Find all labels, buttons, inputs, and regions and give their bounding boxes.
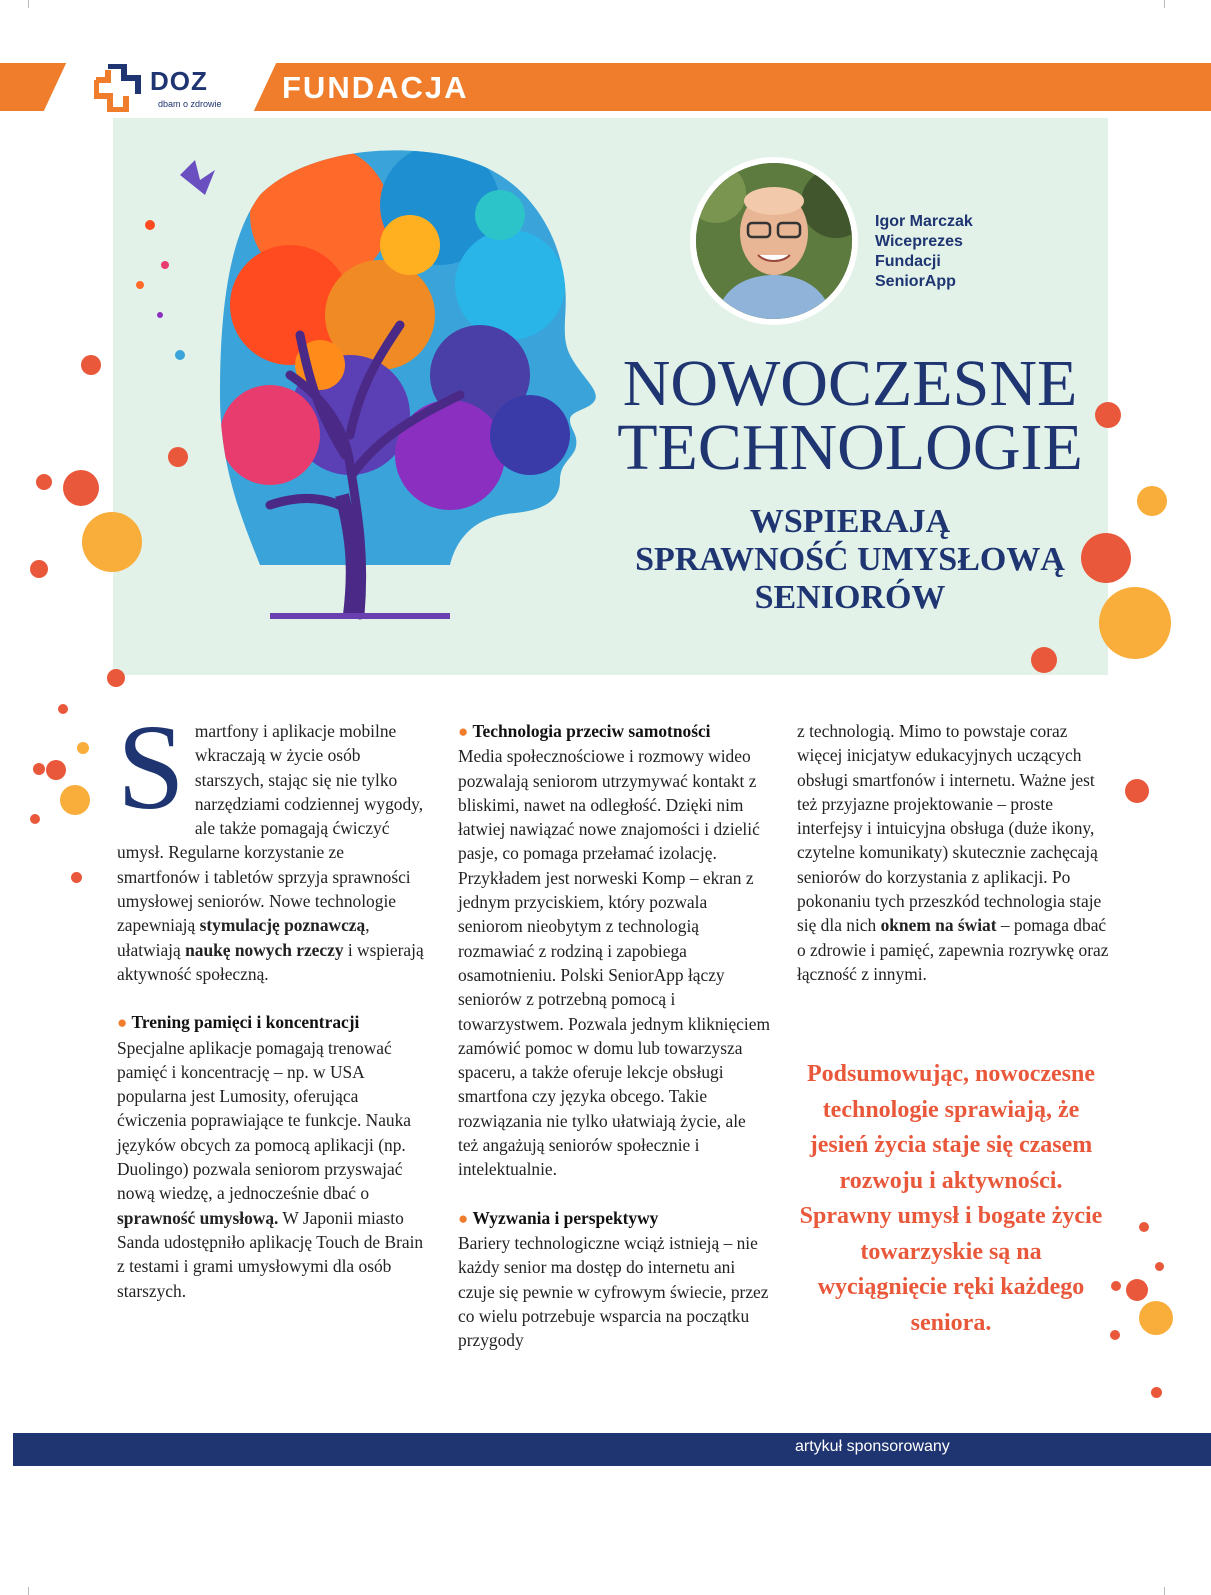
- section-paragraph: [797, 719, 1111, 986]
- portrait-photo: [696, 163, 852, 319]
- sponsored-label: artykuł sponsorowany: [795, 1438, 950, 1455]
- bullet-icon: ●: [117, 1013, 132, 1033]
- section-text: Bariery technologiczne wciąż istnieją – nie każdy senior ma dostęp do internetu ani czuje się pewnie w cyfrowym świecie, przez co wielu potrzebuje wsparcia na początku przygody: [458, 1232, 769, 1351]
- article-column-2: [458, 719, 770, 1352]
- section-text: z technologią. Mimo to powstaje coraz więcej inicjatyw edukacyjnych uczących obsługi smartfonów i internetu. Ważne jest też przyjazne projektowanie – proste interfejsy i intuicyjna obsługa (duże ikony, czytelne komunikaty) skutecznie zachęcają seniorów do korzystania z aplikacji. Po pokonaniu tych przeszkód technologia staje się dla nich: [797, 721, 1102, 936]
- section-heading: Trening pamięci i koncentracji: [131, 1012, 360, 1033]
- section-text: Specjalne aplikacje pomagają trenować pamięć i koncentrację – np. w USA popularna jest Lumosity, oferująca ćwiczenia poprawiające te funkcje. Nauka języków obcych za pomocą aplikacji (np. Duolingo) pozwala seniorom przyswajać nową wiedzę, a jednocześnie dbać o: [117, 1037, 412, 1204]
- intro-text: martfony i aplikacje mobilne wkraczają w życie osób starszych, stając się nie tylko narzędziami codziennej wygody, ale także pomagają ćwiczyć umysł. Regularne korzystanie ze smartfonów i tabletów sprzyja sprawności umysłowej seniorów. Nowe technologie zapewniają: [117, 721, 424, 936]
- crop-mark: [28, 0, 29, 8]
- article-title: [600, 347, 1100, 484]
- section-paragraph: [458, 719, 770, 1182]
- section-bold-text: sprawność umysłową.: [117, 1207, 279, 1228]
- pull-quote: Podsumowując, nowoczesne technologie sprawiają, że jesień życia staje się czasem rozwoju i aktywności. Sprawny umysł i bogate życie towarzyskie są na wyciągnięcie ręki każdego seniora.: [799, 1061, 1103, 1336]
- title-line: NOWOCZESNE: [622, 347, 1078, 420]
- person-name: Igor Marczak: [875, 213, 973, 230]
- article-column-3: [797, 719, 1111, 986]
- intro-paragraph: [117, 700, 429, 986]
- person-role-line: Fundacji: [875, 253, 941, 270]
- section-title: FUNDACJA: [282, 70, 469, 105]
- title-line: TECHNOLOGIE: [617, 411, 1083, 484]
- section-heading: Technologia przeciw samotności: [472, 721, 711, 741]
- bullet-icon: ●: [458, 1208, 473, 1228]
- crop-mark: [1164, 1587, 1165, 1595]
- subtitle-line: WSPIERAJĄ: [749, 503, 951, 540]
- section-heading: Wyzwania i perspektywy: [472, 1207, 659, 1228]
- person-caption: [875, 212, 973, 292]
- person-photo-icon: [696, 163, 852, 319]
- section-text: Media społecznościowe i rozmowy wideo pozwalają seniorom utrzymywać kontakt z bliskimi, nawet na odległość. Dzięki nim łatwiej nawiązać nowe znajomości i dzielić pasje, co pomaga przełamać izolację. Przykładem jest norweski Komp – ekran z jednym przyciskiem, który pozwala seniorom nieobytym z technologią rozmawiać z rodziną i zapobiega osamotnieniu. Polski SeniorApp łączy seniorów z potrzebną pomocą i towarzystwem. Pozwala jednym kliknięciem zamówić pomoc w domu lub towarzysza spaceru, a także oferuje lekcje obsługi smartfona czy języka obcego. Takie rozwiązania nie tylko ułatwiają życie, ale też angażują seniorów społecznie i intelektualnie.: [458, 746, 770, 1180]
- crop-mark: [28, 1587, 29, 1595]
- bullet-icon: ●: [458, 722, 473, 741]
- drop-cap: S: [117, 700, 185, 835]
- section-paragraph: [117, 1010, 429, 1303]
- intro-bold-text: naukę nowych rzeczy: [185, 939, 344, 960]
- tree-head-icon: [120, 135, 610, 635]
- brand-logo-text: DOZ: [150, 66, 208, 96]
- footer-bar: [13, 1433, 1211, 1466]
- brand-tagline: dbam o zdrowie: [158, 99, 222, 109]
- intro-text: , ułatwiają: [117, 915, 370, 960]
- section-text: – pomaga dbać o zdrowie i pamięć, zapewnia rozrywkę oraz łączność z innymi.: [797, 915, 1109, 984]
- section-bold-text: oknem na świat: [880, 915, 997, 936]
- article-subtitle: [600, 503, 1100, 617]
- section-text: W Japonii miasto Sanda udostępniło aplikację Touch de Brain z testami i grami umysłowymi dla osób starszych.: [117, 1207, 424, 1301]
- subtitle-line: SENIORÓW: [754, 579, 946, 616]
- person-role-line: Wiceprezes: [875, 233, 963, 250]
- article-column-1: [117, 700, 429, 1303]
- doz-cross-icon: [94, 64, 146, 112]
- crop-mark: [1164, 0, 1165, 8]
- section-paragraph: [458, 1206, 770, 1353]
- subtitle-line: SPRAWNOŚĆ UMYSŁOWĄ: [635, 541, 1065, 578]
- intro-text: i wspierają aktywność społeczną.: [117, 939, 424, 984]
- person-role-line: SeniorApp: [875, 273, 956, 290]
- intro-bold-text: stymulację poznawczą: [199, 915, 366, 936]
